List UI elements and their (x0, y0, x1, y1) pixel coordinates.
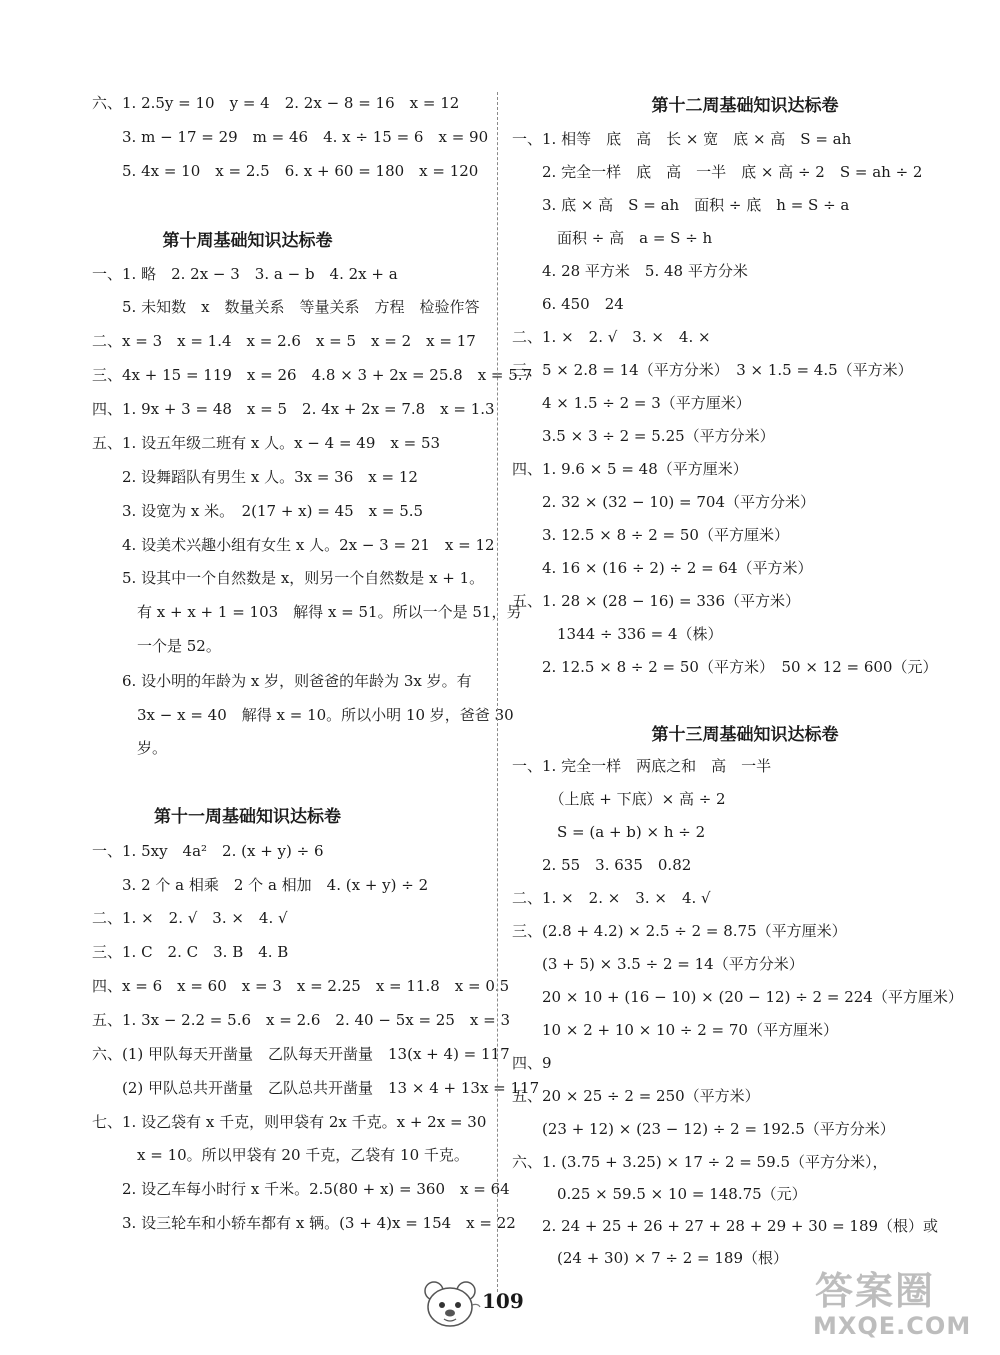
answer-line: 一个是 52。 (92, 637, 221, 655)
answer-line: 4. 设美术兴趣小组有女生 x 人。2x − 3 = 21 x = 12 (92, 536, 495, 554)
answer-line: (23 + 12) × (23 − 12) ÷ 2 = 192.5（平方分米） (512, 1120, 895, 1138)
answer-line: 四、x = 6 x = 60 x = 3 x = 2.25 x = 11.8 x = 0.5 (92, 977, 510, 995)
answer-line: 五、20 × 25 ÷ 2 = 250（平方米） (512, 1087, 760, 1105)
answer-line: 5. 未知数 x 数量关系 等量关系 方程 检验作答 (92, 298, 480, 316)
answer-line: S = (a + b) × h ÷ 2 (512, 823, 706, 841)
site-watermark (785, 1260, 990, 1350)
answer-line: 2. 24 + 25 + 26 + 27 + 28 + 29 + 30 = 189（根）或 (512, 1217, 939, 1235)
answer-line: 六、1. 2.5y = 10 y = 4 2. 2x − 8 = 16 x = 12 (92, 94, 460, 112)
answer-line: 一、1. 完全一样 两底之和 高 一半 (512, 757, 772, 775)
answer-line: 5. 设其中一个自然数是 x，则另一个自然数是 x + 1。 (92, 569, 485, 587)
answer-line: 3. 底 × 高 S = ah 面积 ÷ 底 h = S ÷ a (512, 196, 850, 214)
answer-line: 2. 55 3. 635 0.82 (512, 856, 692, 874)
answer-line: 3. 设宽为 x 米。 2(17 + x) = 45 x = 5.5 (92, 502, 424, 520)
answer-line: 四、9 (512, 1054, 552, 1072)
answer-line: 4 × 1.5 ÷ 2 = 3（平方厘米） (512, 394, 751, 412)
answer-line: 3x − x = 40 解得 x = 10。所以小明 10 岁，爸爸 30 (92, 706, 514, 724)
answer-line: 0.25 × 59.5 × 10 = 148.75（元） (512, 1185, 807, 1203)
answer-line: 2. 设舞蹈队有男生 x 人。3x = 36 x = 12 (92, 468, 418, 486)
watermark-url: MXQE.COM (813, 1312, 972, 1340)
answer-line: 2. 12.5 × 8 ÷ 2 = 50（平方米） 50 × 12 = 600（元） (512, 658, 938, 676)
answer-line: 三、1. C 2. C 3. B 4. B (92, 943, 289, 961)
answer-line: 3. 2 个 a 相乘 2 个 a 相加 4. (x + y) ÷ 2 (92, 876, 429, 894)
answer-line: （上底 + 下底）× 高 ÷ 2 (512, 790, 726, 808)
answer-line: 三、5 × 2.8 = 14（平方分米） 3 × 1.5 = 4.5（平方米） (512, 361, 913, 379)
answer-line: 面积 ÷ 高 a = S ÷ h (512, 229, 713, 247)
answer-line: 1344 ÷ 336 = 4（株） (512, 625, 723, 643)
answer-line: 一、1. 略 2. 2x − 3 3. a − b 4. 2x + a (92, 265, 398, 283)
answer-line: (3 + 5) × 3.5 ÷ 2 = 14（平方分米） (512, 955, 804, 973)
answer-line: (2) 甲队总共开凿量 乙队总共开凿量 13 × 4 + 13x = 117 (92, 1079, 540, 1097)
answer-line: 6. 450 24 (512, 295, 624, 313)
answer-line: 二、1. × 2. √ 3. × 4. √ (92, 909, 288, 927)
answer-line: 10 × 2 + 10 × 10 ÷ 2 = 70（平方厘米） (512, 1021, 838, 1039)
answer-line: 5. 4x = 10 x = 2.5 6. x + 60 = 180 x = 120 (92, 162, 479, 180)
answer-line: 2. 设乙车每小时行 x 千米。2.5(80 + x) = 360 x = 64 (92, 1180, 510, 1198)
column-divider (497, 92, 498, 1292)
answer-line: 3. 设三轮车和小轿车都有 x 辆。(3 + 4)x = 154 x = 22 (92, 1214, 516, 1232)
answer-line: 三、(2.8 + 4.2) × 2.5 ÷ 2 = 8.75（平方厘米） (512, 922, 847, 940)
answer-line: 3. 12.5 × 8 ÷ 2 = 50（平方厘米） (512, 526, 789, 544)
answer-line: 五、1. 28 × (28 − 16) = 336（平方米） (512, 592, 800, 610)
answer-line: 五、1. 3x − 2.2 = 5.6 x = 2.6 2. 40 − 5x = 25 x = 3 (92, 1011, 510, 1029)
answer-line: 2. 32 × (32 − 10) = 704（平方分米） (512, 493, 815, 511)
answer-line: 岁。 (92, 739, 168, 757)
page-number: 109 (482, 1289, 524, 1313)
answer-line: (24 + 30) × 7 ÷ 2 = 189（根） (512, 1249, 789, 1267)
answer-line: 二、1. × 2. √ 3. × 4. × (512, 328, 711, 346)
answer-line: 四、1. 9.6 × 5 = 48（平方厘米） (512, 460, 748, 478)
answer-line: 五、1. 设五年级二班有 x 人。x − 4 = 49 x = 53 (92, 434, 441, 452)
answer-line: 四、1. 9x + 3 = 48 x = 5 2. 4x + 2x = 7.8 x = 1.3 (92, 400, 495, 418)
answer-line: 六、1. (3.75 + 3.25) × 17 ÷ 2 = 59.5（平方分米）， (512, 1153, 888, 1171)
answer-line: 二、x = 3 x = 1.4 x = 2.6 x = 5 x = 2 x = 17 (92, 332, 476, 350)
answer-line: 4. 16 × (16 ÷ 2) ÷ 2 = 64（平方米） (512, 559, 813, 577)
page-footer (420, 1275, 540, 1335)
answer-line: 4. 28 平方米 5. 48 平方分米 (512, 262, 748, 280)
answer-line: 6. 设小明的年龄为 x 岁，则爸爸的年龄为 3x 岁。有 (92, 672, 472, 690)
answer-line: 20 × 10 + (16 − 10) × (20 − 12) ÷ 2 = 224（平方厘米） (512, 988, 963, 1006)
answer-line: x = 10。所以甲袋有 20 千克，乙袋有 10 千克。 (92, 1146, 469, 1164)
section-title: 第十三周基础知识达标卷 (651, 725, 839, 745)
answer-line: 有 x + x + 1 = 103 解得 x = 51。所以一个是 51，另 (92, 603, 522, 621)
answer-line: 一、1. 5xy 4a² 2. (x + y) ÷ 6 (92, 842, 324, 860)
answer-line: 一、1. 相等 底 高 长 × 宽 底 × 高 S = ah (512, 130, 852, 148)
answer-line: 三、4x + 15 = 119 x = 26 4.8 × 3 + 2x = 25.8 x = 5.7 (92, 366, 533, 384)
section-title: 第十二周基础知识达标卷 (651, 96, 839, 116)
section-title: 第十周基础知识达标卷 (162, 231, 333, 251)
section-title: 第十一周基础知识达标卷 (154, 807, 341, 827)
answer-line: 3. m − 17 = 29 m = 46 4. x ÷ 15 = 6 x = 90 (92, 128, 489, 146)
answer-line: 二、1. × 2. × 3. × 4. √ (512, 889, 711, 907)
answer-line: 七、1. 设乙袋有 x 千克，则甲袋有 2x 千克。x + 2x = 30 (92, 1113, 487, 1131)
bear-mascot-icon (420, 1275, 484, 1335)
answer-line: 2. 完全一样 底 高 一半 底 × 高 ÷ 2 S = ah ÷ 2 (512, 163, 923, 181)
answer-line: 六、(1) 甲队每天开凿量 乙队每天开凿量 13(x + 4) = 117 (92, 1045, 510, 1063)
watermark-main: 答案圈 (815, 1269, 936, 1313)
answer-line: 3.5 × 3 ÷ 2 = 5.25（平方分米） (512, 427, 775, 445)
